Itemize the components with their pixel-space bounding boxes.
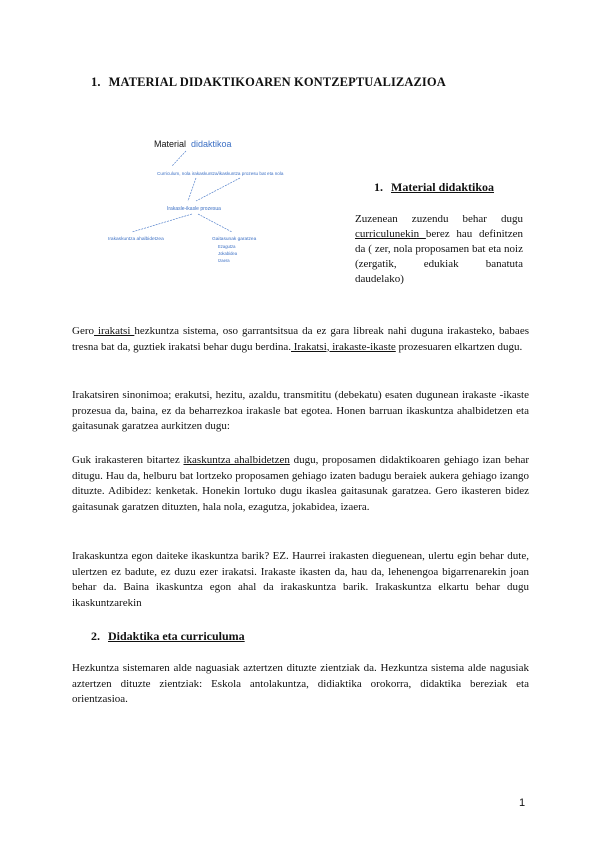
side-heading [374, 180, 494, 195]
p1-text-a: Gero [72, 325, 94, 337]
heading-title: MATERIAL DIDAKTIKOAREN KONTZEPTUALIZAZIOA [108, 75, 446, 89]
figure-node-mid: Irakasle-ikasle prozesua [167, 206, 221, 212]
paragraph-1 [72, 324, 529, 355]
figure-right-sub-1: Ezagutza [218, 244, 236, 249]
p1-text-c: prozesuaren elkartzen dugu. [395, 340, 523, 353]
p3-text-a: Guk irakasteren bitartez [72, 454, 184, 466]
connector-line [196, 178, 240, 201]
figure-right-sub-2: Jokabidea [218, 251, 238, 256]
p1-link-2: Irakatsi, irakaste-ikaste [291, 340, 396, 353]
heading-2-title: Didaktika eta curriculuma [108, 629, 245, 643]
concept-map-figure [100, 128, 340, 278]
connector-line [198, 214, 232, 232]
figure-line-1: Curriculum, nola irakaskuntza/ikaskuntza prozesu bat eta nola [157, 171, 284, 176]
page-number: 1 [519, 797, 526, 809]
figure-node-right: Gaitasunak garatzea [212, 237, 257, 242]
side-paragraph [355, 212, 523, 287]
figure-title-b: didaktikoa [191, 139, 232, 149]
side-text-b: berez hau definitzen da ( zer, nola proposamen bat eta noiz (zergatik, edukiak banatuta daudelako) [355, 228, 523, 285]
paragraph-3 [72, 453, 529, 515]
figure-node-left: Irakaskuntza ahalbidetzea [108, 237, 164, 242]
side-text-a: Zuzenean zuzendu behar dugu [355, 213, 523, 225]
section-heading-1 [91, 75, 446, 90]
p1-link-1: irakatsi [94, 325, 135, 337]
paragraph-4: Irakaskuntza egon daiteke ikaskuntza barik? EZ. Haurrei irakasten dieguenean, ulertu egin behar dute, ulertzen ez badute, ez duzu ezer irakatsi. Irakaste ikasten da, hau da, lehenengoa bigarrenarekin joan behar da. Baina ikaskuntza egon ahal da irakaskuntza barik. Irakaskuntza elkartu behar dugu ikaskuntzarekin [72, 550, 529, 609]
heading-2-number: 2. [91, 629, 100, 643]
paragraph-2: Irakatsiren sinonimoa; erakutsi, hezitu, azaldu, transmititu (debekatu) esaten dugunean irakaste -ikaste prozesua da, baina, ez da beharrezkoa irakasle bat egotea. Honen barruan ikaskuntza ahalbidetzen eta gaitasunak garatzea aurkitzen dugu: [72, 389, 529, 432]
p3-text-b: dugu, proposamen didaktikoaren gehiago izan behar ditugu. Hau da, helburu bat lortzeko proposamen gehiago izaten badugu beraiek aukera gehiago izango dituzte. Adibidez: kenketak. Honekin lortuko dugu ikaslea gaitasunak garatzea. Gero ikasteren bidez gaitasunak garatzen dituzten, hala nola, ezagutza, jokabidea, izaera. [72, 454, 530, 513]
side-heading-number: 1. [374, 180, 383, 194]
p3-link: ikaskuntza ahalbidetzen [183, 454, 290, 466]
p1-text-b: hezkuntza sistema, oso garrantsitsua da ez gara libreak nahi duguna irakasteko, babaes tresna bat da, guztiek irakatsi behar dugu berdina. [72, 325, 529, 353]
paragraph-5: Hezkuntza sistemaren alde naguasiak aztertzen dituzte zientziak da. Hezkuntza sistema alde nagusiak aztertzen dituzte zientziak: Eskola antolakuntza, didiaktika orokorra, didaktika bereziak eta orientzasioa. [72, 662, 529, 705]
side-heading-title: Material didaktikoa [391, 180, 495, 194]
connector-line [188, 178, 196, 201]
figure-right-sub-3: Izaera [218, 258, 230, 263]
connector-line [172, 151, 186, 166]
section-heading-2 [91, 629, 245, 644]
connector-line [132, 214, 192, 232]
heading-number: 1. [91, 75, 101, 89]
figure-title-a: Material [154, 139, 187, 149]
side-text-link: curriculunekin [355, 228, 426, 240]
